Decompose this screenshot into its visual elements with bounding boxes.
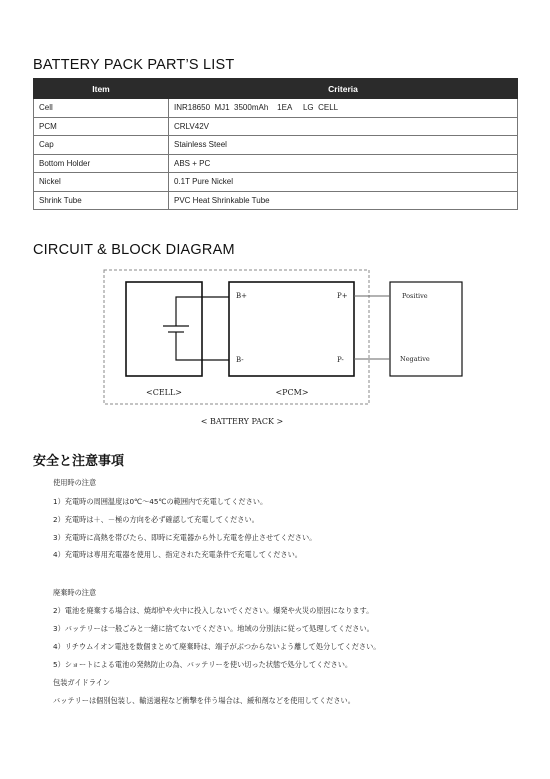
packaging-heading: 包装ガイドライン	[53, 678, 111, 687]
item-cell: Shrink Tube	[34, 191, 169, 210]
criteria-cell: 0.1T Pure Nickel	[169, 173, 518, 192]
item-cell: Nickel	[34, 173, 169, 192]
item-cell: PCM	[34, 117, 169, 136]
disposal-heading: 廃棄時の注意	[53, 588, 97, 597]
cell-label: <CELL>	[146, 388, 182, 397]
diagram-title: CIRCUIT & BLOCK DIAGRAM	[33, 242, 235, 258]
battery-pack-label: < BATTERY PACK >	[200, 417, 284, 426]
battery-pack-boundary	[104, 270, 369, 404]
criteria-cell: PVC Heat Shrinkable Tube	[169, 191, 518, 210]
header-criteria: Criteria	[169, 79, 518, 99]
cell-box	[126, 282, 202, 376]
positive-label: Positive	[402, 292, 428, 300]
disposal-item: 3）バッテリーは一般ごみと一緒に捨てないでください。地域の分別法に従って処理してください。	[53, 624, 374, 633]
header-item: Item	[34, 79, 169, 99]
battery-symbol-icon	[163, 297, 229, 360]
negative-label: Negative	[400, 355, 430, 363]
usage-heading: 使用時の注意	[53, 478, 97, 487]
parts-list-title: BATTERY PACK PART’S LIST	[33, 57, 235, 73]
disposal-item: 4）リチウムイオン電池を数個まとめて廃棄時は、端子がぶつからないよう離して処分してください。	[53, 642, 381, 651]
item-cell: Cell	[34, 99, 169, 118]
criteria-cell: INR18650 MJ1 3500mAh 1EA LG CELL	[169, 99, 518, 118]
criteria-cell: ABS + PC	[169, 154, 518, 173]
b-plus-label: B+	[236, 292, 248, 300]
pcm-label: <PCM>	[275, 388, 309, 397]
item-cell: Cap	[34, 136, 169, 155]
usage-item: 3）充電時に高熱を帯びたら、即時に充電器から外し充電を停止させてください。	[53, 533, 317, 542]
p-minus-label: P-	[337, 356, 344, 364]
p-plus-label: P+	[337, 292, 348, 300]
pcm-box	[229, 282, 354, 376]
criteria-cell: Stainless Steel	[169, 136, 518, 155]
usage-item: 4）充電時は専用充電器を使用し、指定された充電条件で充電してください。	[53, 550, 302, 559]
packaging-text: バッテリーは個別包装し、輸送過程など衝撃を伴う場合は、緩和剤などを使用してください。	[53, 696, 355, 705]
usage-item: 2）充電時は＋、－極の方向を必ず確認して充電してください。	[53, 515, 259, 524]
b-minus-label: B-	[236, 356, 244, 364]
disposal-item: 5）ショートによる電池の発熱防止の為、バッテリーを使い切った状態で処分してください。	[53, 660, 353, 669]
usage-item: 1）充電時の周囲温度は0℃～45℃の範囲内で充電してください。	[53, 497, 268, 506]
output-wires	[354, 296, 390, 359]
safety-title: 安全と注意事項	[33, 454, 125, 469]
disposal-item: 2）電池を廃棄する場合は、焼却炉や火中に投入しないでください。爆発や火災の原因になります。	[53, 606, 374, 615]
criteria-cell: CRLV42V	[169, 117, 518, 136]
item-cell: Bottom Holder	[34, 154, 169, 173]
